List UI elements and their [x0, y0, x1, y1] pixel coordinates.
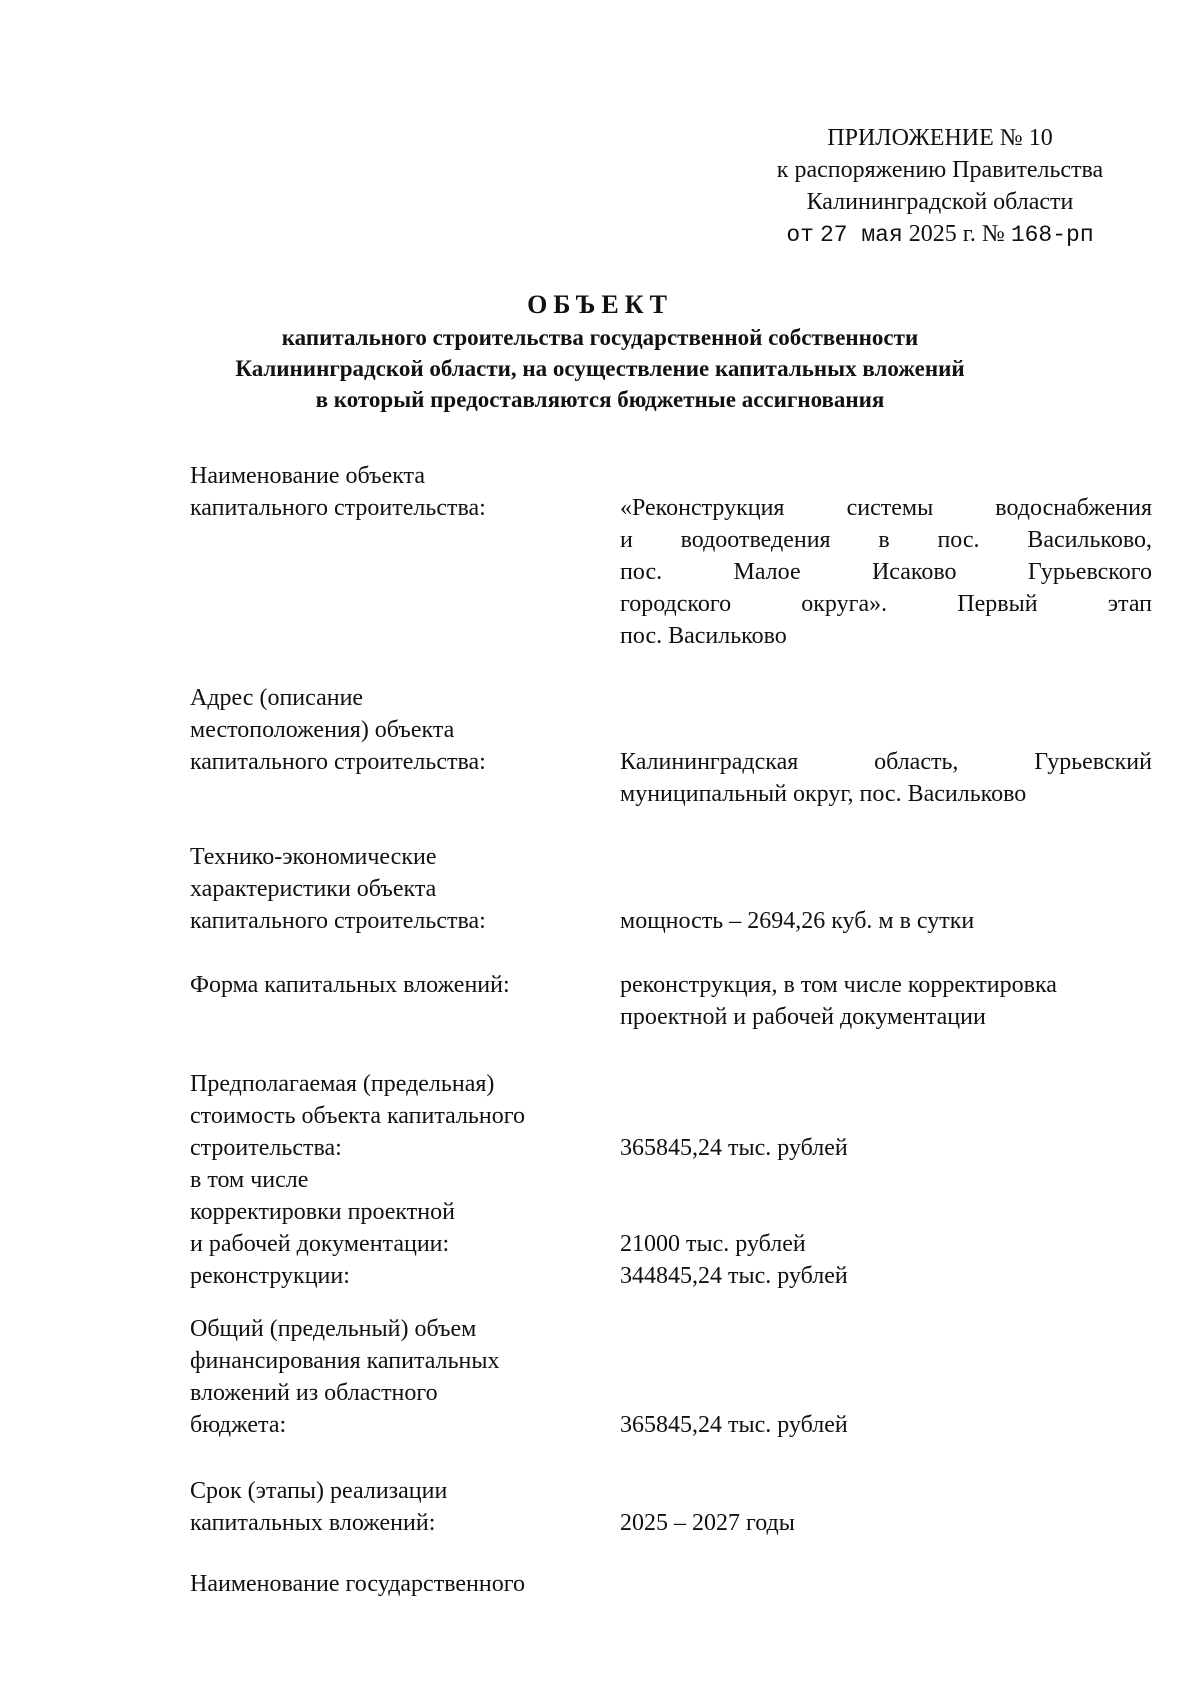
title-sub-3: в который предоставляются бюджетные ассигнования [315, 387, 885, 412]
field-value: «Реконструкция системы водоснабжения и водоотведения в пос. Васильково, пос. Малое Исаково Гурьевского городского округа». Первый этап пос. Васильково [620, 495, 1152, 649]
appendix-header [730, 122, 1150, 251]
field-label: Предполагаемая (предельная) стоимость объекта капитального строительства: в том числе корректировки проектной и рабочей документации: реконструкции: [190, 1071, 525, 1289]
field-value: Калининградская область, Гурьевский муниципальный округ, пос. Васильково [620, 749, 1152, 807]
appendix-ref-line: к распоряжению Правительства [776, 157, 1104, 183]
title-sub-1: капитального строительства государственной собственности [281, 325, 919, 350]
order-number: 168-рп [1010, 222, 1094, 248]
field-label: Наименование объекта капитального строительства: [190, 463, 486, 521]
appendix-number: ПРИЛОЖЕНИЕ № 10 [827, 125, 1053, 151]
date-prefix: от [786, 222, 814, 248]
appendix-region-line: Калининградской области [806, 189, 1074, 215]
title-main: ОБЪЕКТ [527, 290, 673, 319]
field-value: 365845,24 тыс. рублей [620, 1412, 848, 1438]
field-value: мощность – 2694,26 куб. м в сутки [620, 908, 975, 934]
field-label: Технико-экономические характеристики объекта капитального строительства: [190, 844, 486, 934]
field-value: 2025 – 2027 годы [620, 1510, 795, 1536]
title-sub-2: Калининградской области, на осуществление капитальных вложений [235, 356, 965, 381]
field-label: Наименование государственного [190, 1571, 525, 1597]
field-value: реконструкция, в том числе корректировка проектной и рабочей документации [620, 972, 1057, 1030]
field-label: Срок (этапы) реализации капитальных вложений: [190, 1478, 448, 1536]
document-title [0, 288, 1200, 415]
field-label: Адрес (описание местоположения) объекта капитального строительства: [190, 685, 486, 775]
cost-docs-value: 21000 тыс. рублей 344845,24 тыс. рублей [620, 1231, 848, 1289]
cost-total-value: 365845,24 тыс. рублей [620, 1135, 848, 1161]
field-label: Форма капитальных вложений: [190, 972, 510, 998]
date-day-month: 27 мая [819, 222, 903, 248]
field-label: Общий (предельный) объем финансирования капитальных вложений из областного бюджета: [190, 1316, 500, 1438]
date-year: 2025 г. № [908, 221, 1005, 247]
appendix-date-line [730, 218, 1150, 251]
